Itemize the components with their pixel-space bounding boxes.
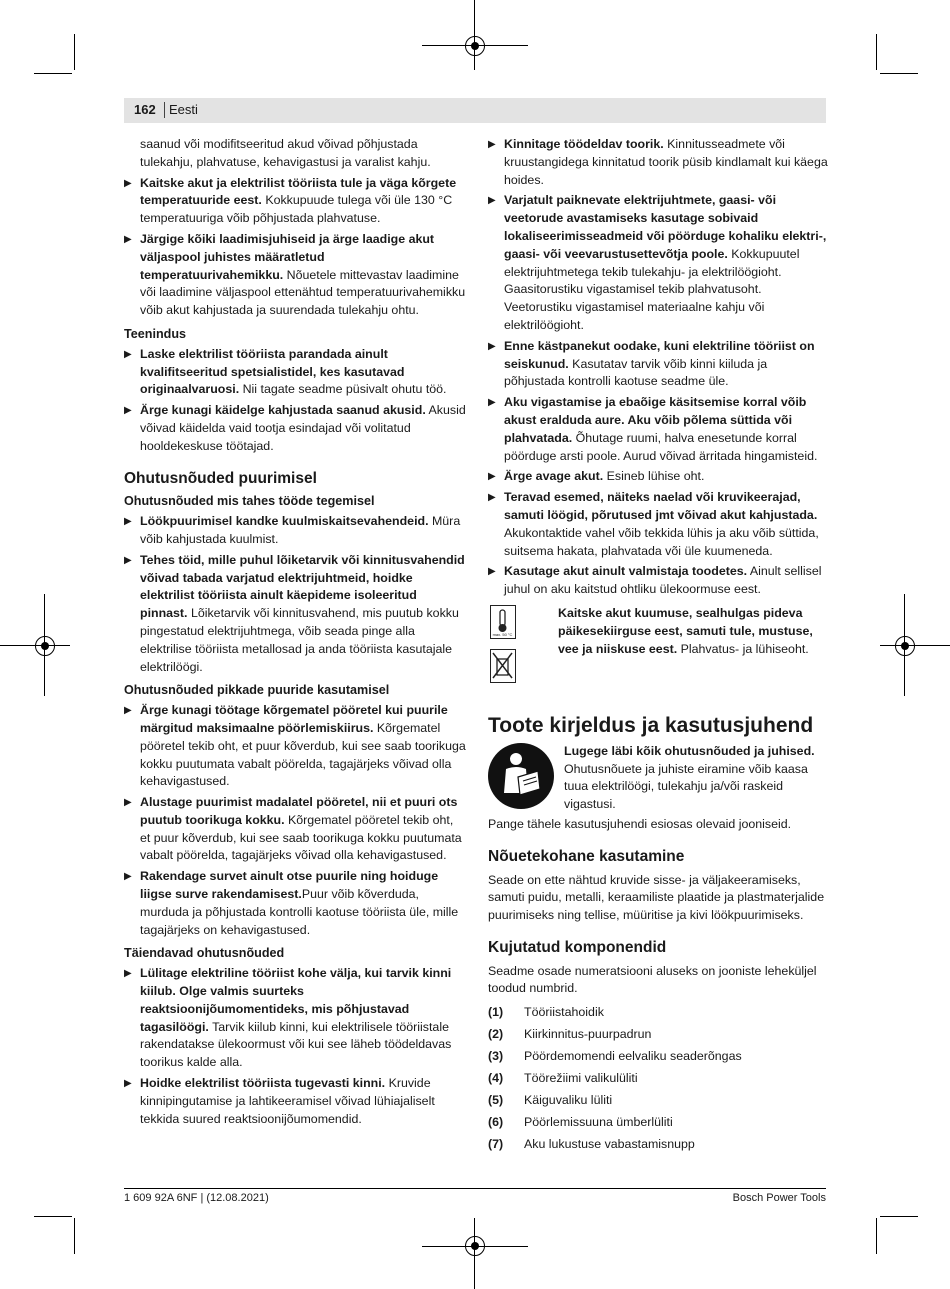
crop-mark [34, 73, 72, 74]
list-item: (7) Aku lukustuse vabastamisnupp [488, 1137, 695, 1152]
list-item: (2) Kiirkinnitus-puurpadrun [488, 1027, 652, 1042]
safety-bullet: ▶ Alustage puurimist madalatel pööretel, nii et puuri ots puutub toorikuga kokku. Kõrgematel pööretel tekib oht, et puur kõverdub, kui see saab toorikuga kokku puutumata vabalt pöörelda, tagajärjeks võivad olla kehavigastused. [124, 795, 462, 863]
crop-mark [74, 1218, 75, 1254]
footer-divider [124, 1188, 826, 1189]
arrow-icon: ▶ [124, 705, 132, 717]
arrow-icon: ▶ [124, 516, 132, 528]
crop-mark [876, 34, 877, 70]
arrow-icon: ▶ [124, 871, 132, 883]
read-manual-icon [488, 743, 554, 809]
registration-target-icon [35, 636, 55, 656]
page-number: 162 [134, 102, 156, 117]
safety-bullet: ▶ Tehes töid, mille puhul lõiketarvik või kinnitusvahendid võivad tabada varjatud elektrijuhtmeid, hoidke elektrilist tööriista ainult käepideme isoleeritud pinnast. Lõiketarvik või kinnitusvahend, mis puutub kokku pingestatud elektrijuhtmega, võib seada pinge alla elektrilise tööriista metallosad ja anda tööriista kasutajale elektrilöögi. [124, 552, 465, 674]
safety-bullet: ▶ Ärge kunagi käidelge kahjustada saanud akusid. Akusid võivad käidelda vaid tootja esindajad või volitatud hooldekeskuse töötajad. [124, 403, 466, 453]
safety-bullet: ▶ Ärge avage akut. Esineb lühise oht. [488, 468, 828, 486]
left-column [124, 136, 467, 1131]
battery-warning [488, 605, 828, 693]
arrow-icon: ▶ [124, 968, 132, 980]
arrow-icon: ▶ [124, 1078, 132, 1090]
arrow-icon: ▶ [124, 233, 132, 245]
list-item: (1) Tööriistahoidik [488, 1005, 604, 1020]
safety-bullet: ▶ Lülitage elektriline tööriist kohe välja, kui tarvik kinni kiilub. Olge valmis suurteks reaktsioonijõumomentideks, mis põhjustavad tagasilöögi. Tarvik kiilub kinni, kui elektrilisele tööriistale rakendatakse ülekoormust või kui see läheb töödeldavas toorikus kalde alla. [124, 966, 452, 1070]
warning-text: Kaitske akut kuumuse, sealhulgas pideva päikesekiirguse eest, samuti tule, mustuse, vee ja niiskuse eest. Plahvatus- ja lühiseoht. [558, 605, 813, 656]
language-label: Eesti [169, 102, 198, 117]
read-manual-notice [488, 743, 828, 814]
arrow-icon: ▶ [124, 348, 132, 360]
warning-icons [488, 605, 558, 693]
arrow-icon: ▶ [124, 405, 132, 417]
service-heading: Teenindus [124, 326, 187, 341]
registration-line [880, 645, 950, 646]
safety-bullet: ▶ Hoidke elektrilist tööriista tugevasti kinni. Kruvide kinnipingutamise ja lahtikeeramisel võivad lühiajaliselt tekkida suured reaktsioonijõumomendid. [124, 1076, 435, 1126]
product-description-heading: Toote kirjeldus ja kasutusjuhend [488, 713, 814, 737]
crop-mark [880, 73, 918, 74]
registration-line [474, 0, 475, 70]
safety-bullet: ▶ Kinnitage töödeldav toorik. Kinnitusseadmete või kruustangidega kinnitatud toorik püsib kindlamalt kui käega hoides. [488, 137, 828, 187]
prohibited-icon [491, 650, 514, 681]
components-intro: Seadme osade numeratsiooni aluseks on jooniste leheküljel toodud numbrid. [488, 963, 817, 996]
arrow-icon: ▶ [124, 177, 132, 189]
safety-bullet: ▶ Kasutage akut ainult valmistaja toodetes. Ainult sellisel juhul on aku kaitstud ohtliku ülekoormuse eest. [488, 564, 822, 597]
additional-heading: Täiendavad ohutusnõuded [124, 946, 285, 961]
list-item: (4) Töörežiimi valikulüliti [488, 1071, 638, 1086]
safety-bullet: ▶ Kaitske akut ja elektrilist tööriista tule ja väga kõrgete temperatuuride eest. Kokkupuude tulega või üle 130 °C temperatuuriga võib põhjustada plahvatuse. [124, 175, 457, 226]
arrow-icon: ▶ [488, 195, 496, 207]
safety-bullet: ▶ Järgige kõiki laadimisjuhiseid ja ärge laadige akut väljaspool juhistes määratletud temperatuurivahemikku. Nõuetele mittevastav laadimine või laadimine väljaspool ettenähtud temperatuurivahemikku võib akut kahjustada ja suurendada tulekahju ohtu. [124, 231, 466, 318]
list-item: (5) Käiguvaliku lüliti [488, 1093, 613, 1108]
registration-target-icon [465, 36, 485, 56]
safety-bullet: ▶ Rakendage survet ainult otse puurile ning hoiduge liigse surve rakendamisest.Puur võib kõverduda, murduda ja põhjustada kontrolli kaotuse tööriista üle, mille tagajärjeks on kehavigastused. [124, 869, 459, 937]
intended-use-text: Seade on ette nähtud kruvide sisse- ja väljakeeramiseks, samuti puidu, metalli, keraamiliste plaatide ja plastmaterjalide puurimiseks ning tellise, müüritise ja kivi löökpuurimiseks. [488, 872, 825, 923]
crop-mark [74, 34, 75, 70]
battery-heat-icon [490, 605, 516, 639]
crop-mark [880, 1216, 918, 1217]
figures-note: Pange tähele kasutusjuhendi esiosas olevaid jooniseid. [488, 816, 792, 831]
safety-bullet: ▶ Ärge kunagi töötage kõrgematel pööretel kui puurile märgitud maksimaalne pöörlemiskiirus. Kõrgematel pööretel tekib oht, et puur kõverdub, kui see saab toorikuga kokku puutumata vabalt pöörelda, tagajärjeks võivad olla kehavigastused. [124, 703, 466, 789]
page-header [124, 98, 826, 123]
header-divider [164, 102, 165, 118]
components-heading: Kujutatud komponendid [488, 938, 667, 956]
safety-bullet: ▶ Laske elektrilist tööriista parandada ainult kvalifitseeritud spetsialistidel, kes kasutavad originaalvaruosi. Nii tagate seadme püsivalt ohutu töö. [124, 346, 447, 397]
drilling-safety-heading: Ohutusnõuded puurimisel [124, 469, 317, 487]
thermometer-icon [491, 606, 514, 637]
components-list [488, 1002, 828, 1156]
intended-use-heading: Nõuetekohane kasutamine [488, 847, 685, 865]
arrow-icon: ▶ [124, 554, 132, 566]
arrow-icon: ▶ [488, 139, 496, 150]
safety-bullet: ▶ Teravad esemed, näiteks naelad või kruvikeerajad, samuti löögid, põrutused jmt võivad akut kahjustada. Akukontaktide vahel võib tekkida lühis ja aku võib süttida, suitsema hakata, plahvatada või üle kuumeneda. [488, 490, 819, 558]
document-id: 1 609 92A 6NF | (12.08.2021) [124, 1192, 269, 1204]
right-column [488, 136, 828, 1156]
crop-mark [876, 1218, 877, 1254]
svg-text:max. 50 °C: max. 50 °C [492, 631, 513, 637]
arrow-icon: ▶ [488, 340, 496, 352]
battery-no-water-icon [490, 649, 516, 683]
read-manual-text: Lugege läbi kõik ohutusnõuded ja juhised. Ohutusnõuete ja juhiste eiramine võib kaasa tuua elektrilöögi, tulekahju ja/või raskeid vigastusi. [564, 743, 815, 812]
arrow-icon: ▶ [488, 566, 496, 578]
brand-footer: Bosch Power Tools [732, 1192, 826, 1204]
crop-mark [34, 1216, 72, 1217]
registration-target-icon [465, 1236, 485, 1256]
list-item: (3) Pöördemomendi eelvaliku seaderõngas [488, 1049, 742, 1064]
safety-bullet: ▶ Löökpuurimisel kandke kuulmiskaitsevahendeid. Müra võib kahjustada kuulmist. [124, 514, 461, 546]
list-item: (6) Pöörlemissuuna ümberlüliti [488, 1115, 673, 1130]
arrow-icon: ▶ [488, 397, 496, 409]
safety-bullet: ▶ Enne kästpanekut oodake, kuni elektriline tööriist on seiskunud. Kasutatav tarvik võib kinni kiiluda ja põhjustada kontrolli kaotuse seadme üle. [488, 338, 815, 389]
safety-bullet: ▶ Varjatult paiknevate elektrijuhtmete, gaasi- või veetorude avastamiseks kasutage sobivaid lokaliseerimisseadmeid või pöörduge kohaliku elektri-, gaasi- või veevarustusettevõtja poole. Kokkupuutel elektrijuhtmetega tekib tulekahju- ja elektrilöögioht. Gaasitorustiku vigastamisel tekib plahvatusoht. Veetorustiku vigastamisel materiaalne kahju või elektrilöögioht. [488, 193, 827, 332]
intro-text: saanud või modifitseeritud akud võivad põhjustada tulekahju, plahvatuse, kehavigastusi ja varalist kahju. [140, 137, 431, 169]
all-ops-heading: Ohutusnõuded mis tahes tööde tegemisel [124, 494, 375, 509]
arrow-icon: ▶ [124, 797, 132, 809]
safety-bullet: ▶ Aku vigastamise ja ebaõige käsitsemise korral võib akust eralduda aure. Aku võib põlema süttida või plahvatada. Õhutage ruumi, halva enesetunde korral pöörduge arsti poole. Aurud võivad ärritada hingamisteid. [488, 395, 818, 463]
arrow-icon: ▶ [488, 471, 496, 483]
registration-target-icon [895, 636, 915, 656]
long-bits-heading: Ohutusnõuded pikkade puuride kasutamisel [124, 683, 390, 698]
arrow-icon: ▶ [488, 492, 496, 504]
